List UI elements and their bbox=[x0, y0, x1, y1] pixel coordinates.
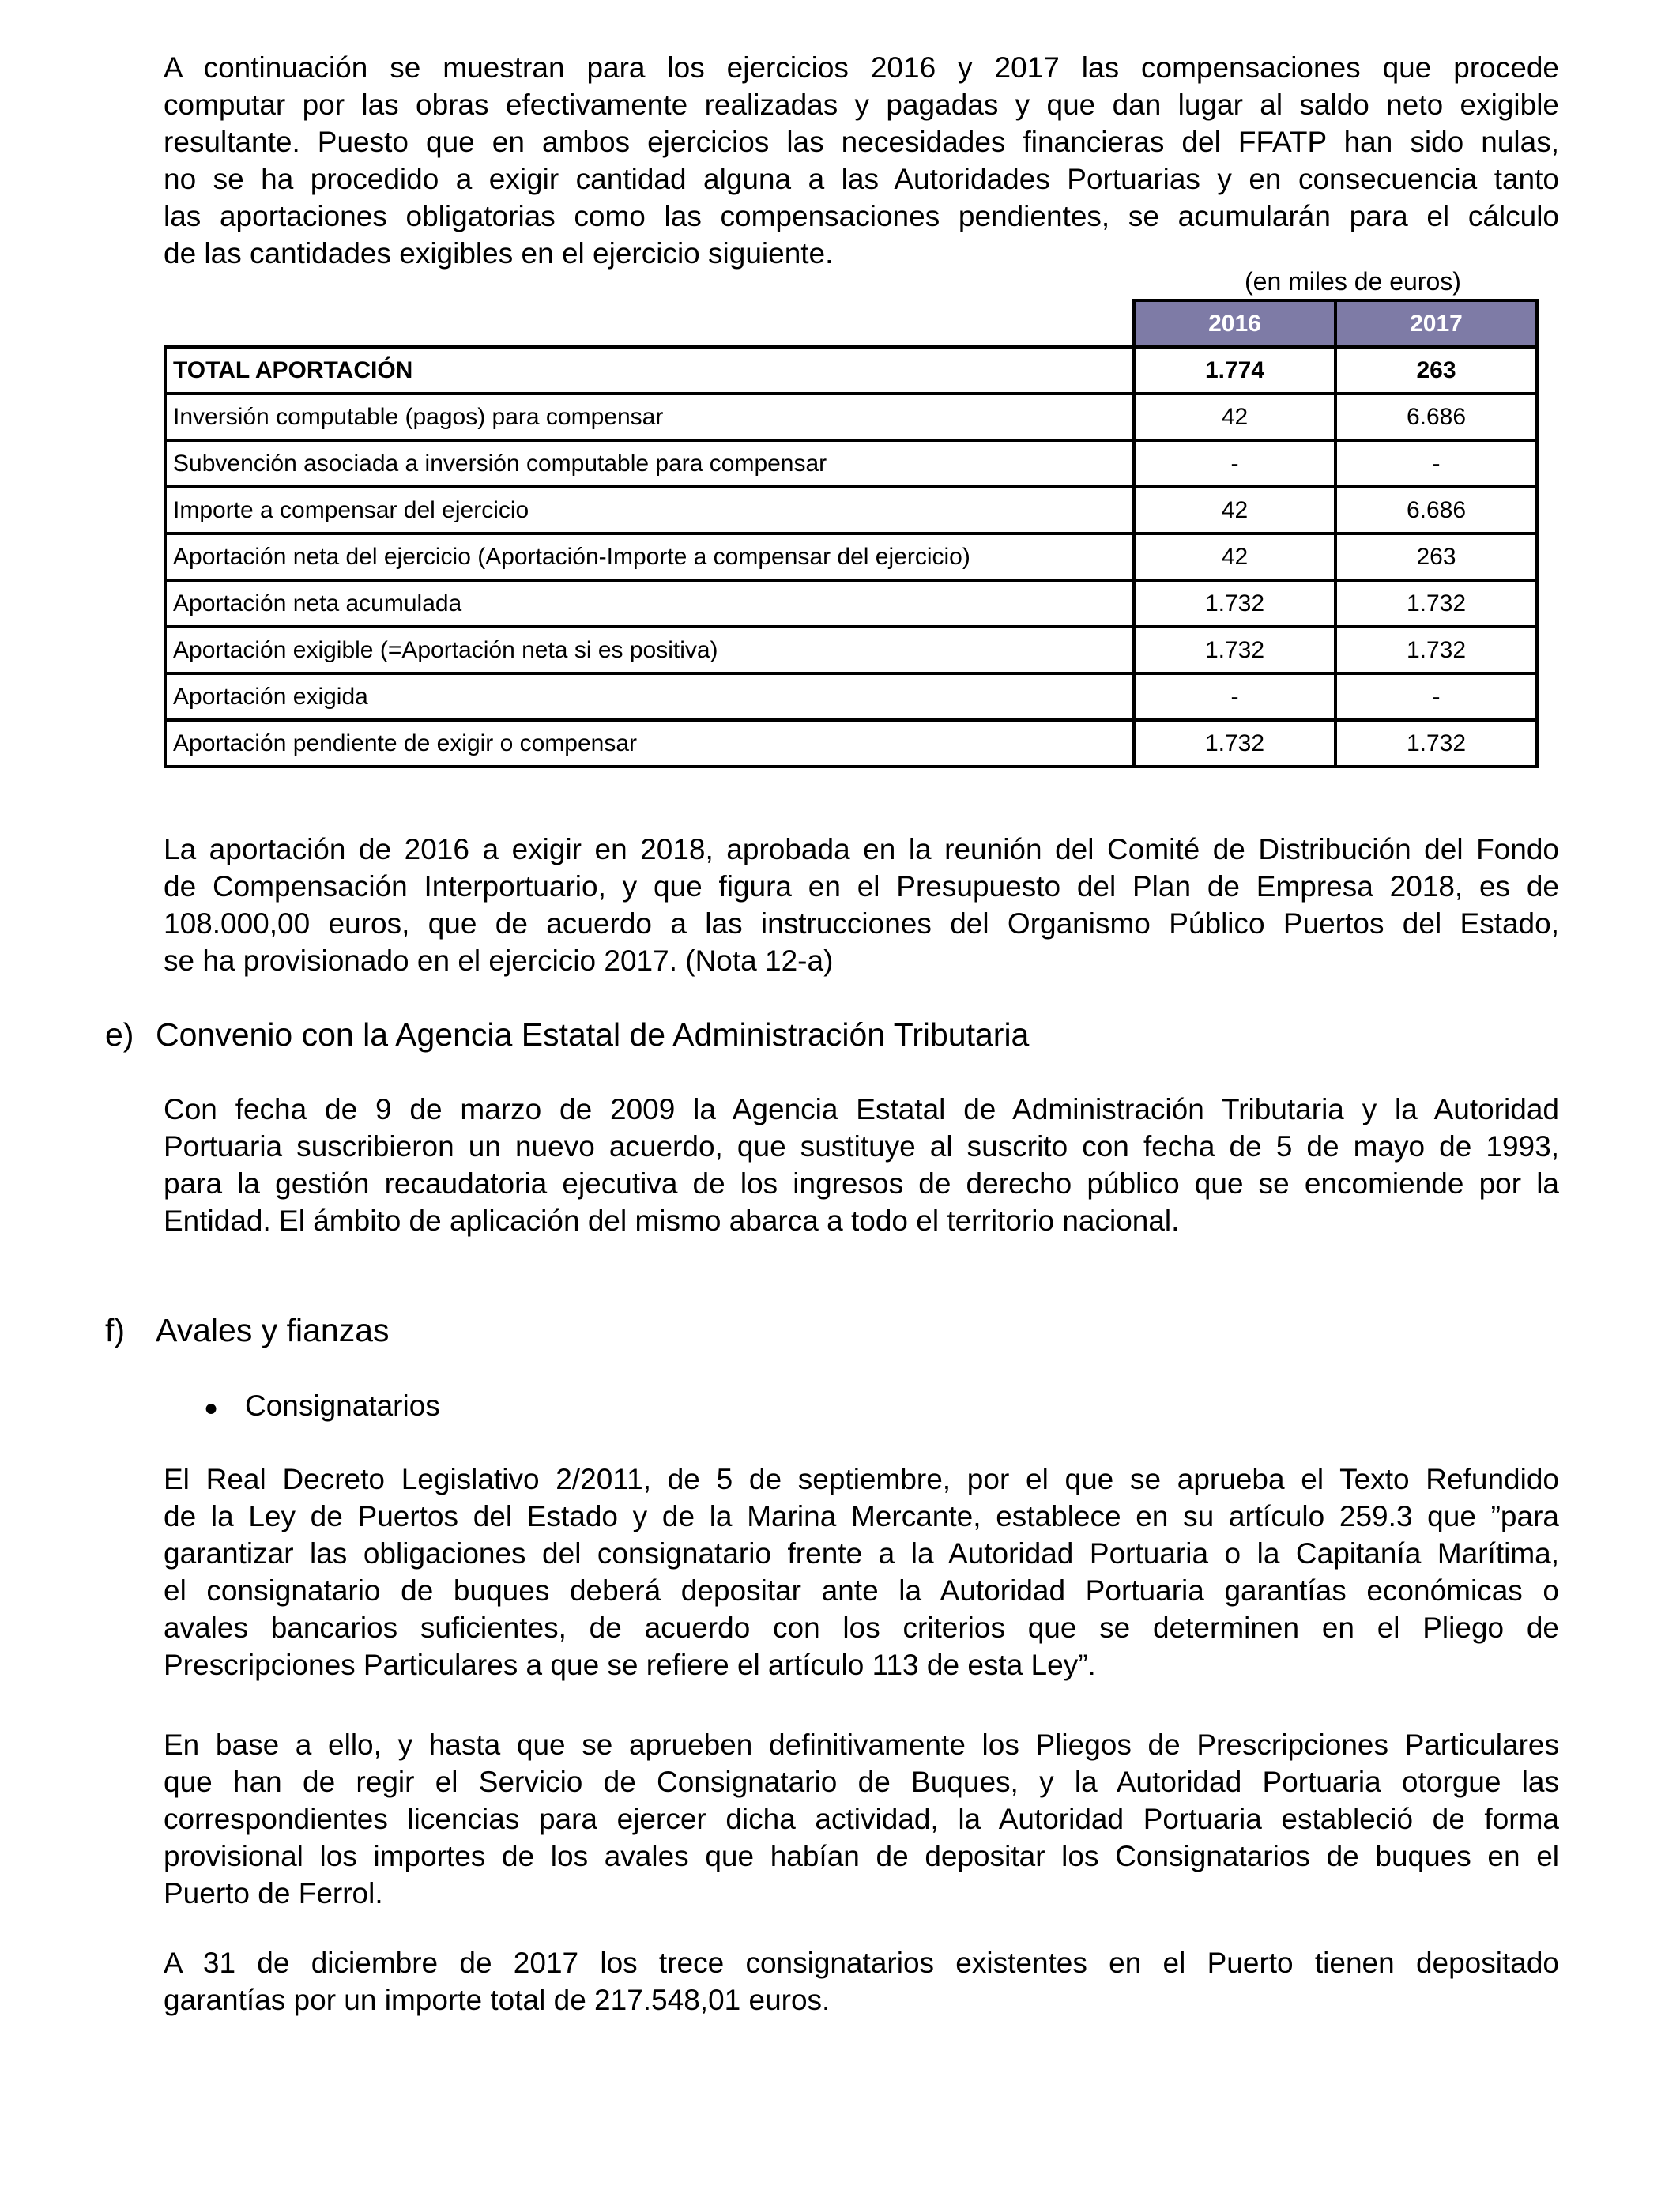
table-row bbox=[165, 580, 1537, 627]
contributions-table bbox=[164, 299, 1539, 768]
text-line: correspondientes licencias para ejercer dicha actividad, la Autoridad Portuaria estableció de forma bbox=[164, 1803, 1559, 1835]
section-f-title: Avales y fianzas bbox=[156, 1312, 390, 1348]
intro-paragraph bbox=[164, 49, 1559, 272]
section-f-heading bbox=[105, 1310, 390, 1350]
text-line: garantías por un importe total de 217.548,01 euros. bbox=[164, 1984, 831, 2016]
value-2016: 1.732 bbox=[1134, 720, 1335, 767]
row-label: Aportación neta acumulada bbox=[165, 580, 1134, 627]
value-2017: 263 bbox=[1335, 533, 1537, 580]
text-line: garantizar las obligaciones del consignatario frente a la Autoridad Portuaria o la Capitanía Marítima, bbox=[164, 1537, 1559, 1570]
bullet-icon: ● bbox=[204, 1395, 219, 1421]
text-line: Portuaria suscribieron un nuevo acuerdo, que sustituye al suscrito con fecha de 5 de mayo de 1993, bbox=[164, 1130, 1559, 1163]
section-f-label: f) bbox=[105, 1312, 126, 1348]
section-e-title: Convenio con la Agencia Estatal de Administración Tributaria bbox=[156, 1016, 1030, 1053]
text-line: computar por las obras efectivamente realizadas y pagadas y que dan lugar al saldo neto exigible bbox=[164, 89, 1559, 121]
text-line: A continuación se muestran para los ejercicios 2016 y 2017 las compensaciones que procede bbox=[164, 51, 1559, 84]
text-line: no se ha procedido a exigir cantidad alguna a las Autoridades Portuarias y en consecuencia tanto bbox=[164, 163, 1559, 195]
text-line: Con fecha de 9 de marzo de 2009 la Agencia Estatal de Administración Tributaria y la Autoridad bbox=[164, 1093, 1559, 1125]
provision-paragraph bbox=[164, 831, 1559, 979]
table-unit-note: (en miles de euros) bbox=[1245, 267, 1461, 296]
value-2017: 1.732 bbox=[1335, 627, 1537, 673]
table-row bbox=[165, 347, 1537, 394]
value-2016: 1.732 bbox=[1134, 627, 1335, 673]
text-line: 108.000,00 euros, que de acuerdo a las instrucciones del Organismo Público Puertos del Estado, bbox=[164, 907, 1559, 940]
text-line: el consignatario de buques deberá depositar ante la Autoridad Portuaria garantías económicas o bbox=[164, 1574, 1559, 1607]
value-2016: 1.732 bbox=[1134, 580, 1335, 627]
value-2016: 42 bbox=[1134, 487, 1335, 533]
table-row bbox=[165, 533, 1537, 580]
row-label: Aportación neta del ejercicio (Aportación-Importe a compensar del ejercicio) bbox=[165, 533, 1134, 580]
value-2017: 6.686 bbox=[1335, 394, 1537, 440]
value-2017: 1.732 bbox=[1335, 580, 1537, 627]
text-line: A 31 de diciembre de 2017 los trece consignatarios existentes en el Puerto tienen depositado bbox=[164, 1947, 1559, 1979]
table-row bbox=[165, 673, 1537, 720]
text-line: de la Ley de Puertos del Estado y de la Marina Mercante, establece en su artículo 259.3 que ”para bbox=[164, 1500, 1559, 1532]
row-label: Aportación pendiente de exigir o compensar bbox=[165, 720, 1134, 767]
text-line: que han de regir el Servicio de Consignatario de Buques, y la Autoridad Portuaria otorgue las bbox=[164, 1766, 1559, 1798]
value-2017: - bbox=[1335, 440, 1537, 487]
text-line: resultante. Puesto que en ambos ejercicios las necesidades financieras del FFATP han sido nulas, bbox=[164, 126, 1559, 158]
row-label: Inversión computable (pagos) para compensar bbox=[165, 394, 1134, 440]
text-line: de las cantidades exigibles en el ejercicio siguiente. bbox=[164, 237, 834, 270]
text-line: provisional los importes de los avales que habían de depositar los Consignatarios de buques en el bbox=[164, 1840, 1559, 1872]
table-row bbox=[165, 440, 1537, 487]
text-line: las aportaciones obligatorias como las compensaciones pendientes, se acumularán para el cálculo bbox=[164, 200, 1559, 232]
text-line: para la gestión recaudatoria ejecutiva de los ingresos de derecho público que se encomiende por la bbox=[164, 1167, 1559, 1200]
text-line: Entidad. El ámbito de aplicación del mismo abarca a todo el territorio nacional. bbox=[164, 1204, 1180, 1237]
text-line: avales bancarios suficientes, de acuerdo con los criterios que se determinen en el Pliego de bbox=[164, 1612, 1559, 1644]
row-label: Aportación exigible (=Aportación neta si es positiva) bbox=[165, 627, 1134, 673]
bullet-item bbox=[204, 1387, 440, 1427]
table-row bbox=[165, 394, 1537, 440]
text-line: Prescripciones Particulares a que se refiere el artículo 113 de esta Ley”. bbox=[164, 1649, 1096, 1681]
value-2017: - bbox=[1335, 673, 1537, 720]
row-label: Aportación exigida bbox=[165, 673, 1134, 720]
value-2016: 1.774 bbox=[1134, 347, 1335, 394]
bullet-text: Consignatarios bbox=[245, 1389, 440, 1422]
value-2017: 6.686 bbox=[1335, 487, 1537, 533]
value-2016: 42 bbox=[1134, 533, 1335, 580]
section-e-label: e) bbox=[105, 1016, 134, 1053]
row-label: Importe a compensar del ejercicio bbox=[165, 487, 1134, 533]
decree-paragraph bbox=[164, 1461, 1559, 1683]
table-header-row bbox=[165, 300, 1537, 347]
value-2016: 42 bbox=[1134, 394, 1335, 440]
value-2016: - bbox=[1134, 673, 1335, 720]
table-header-blank bbox=[165, 300, 1134, 347]
text-line: Puerto de Ferrol. bbox=[164, 1877, 383, 1909]
column-header-2017: 2017 bbox=[1335, 300, 1537, 347]
text-line: En base a ello, y hasta que se aprueben definitivamente los Pliegos de Prescripciones Particulares bbox=[164, 1728, 1559, 1761]
text-line: La aportación de 2016 a exigir en 2018, aprobada en la reunión del Comité de Distribución del Fondo bbox=[164, 833, 1559, 865]
row-label: Subvención asociada a inversión computable para compensar bbox=[165, 440, 1134, 487]
value-2016: - bbox=[1134, 440, 1335, 487]
table-row bbox=[165, 487, 1537, 533]
section-e-paragraph bbox=[164, 1091, 1559, 1239]
section-e-heading bbox=[105, 1015, 1029, 1054]
value-2017: 263 bbox=[1335, 347, 1537, 394]
text-line: El Real Decreto Legislativo 2/2011, de 5 de septiembre, por el que se aprueba el Texto Refundido bbox=[164, 1463, 1559, 1495]
table-row bbox=[165, 627, 1537, 673]
row-label: TOTAL APORTACIÓN bbox=[165, 347, 1134, 394]
text-line: de Compensación Interportuario, y que figura en el Presupuesto del Plan de Empresa 2018, es de bbox=[164, 870, 1559, 903]
guarantees-paragraph bbox=[164, 1726, 1559, 1912]
text-line: se ha provisionado en el ejercicio 2017. (Nota 12-a) bbox=[164, 944, 834, 977]
table-row bbox=[165, 720, 1537, 767]
column-header-2016: 2016 bbox=[1134, 300, 1335, 347]
total-guarantees-paragraph bbox=[164, 1944, 1559, 2019]
value-2017: 1.732 bbox=[1335, 720, 1537, 767]
